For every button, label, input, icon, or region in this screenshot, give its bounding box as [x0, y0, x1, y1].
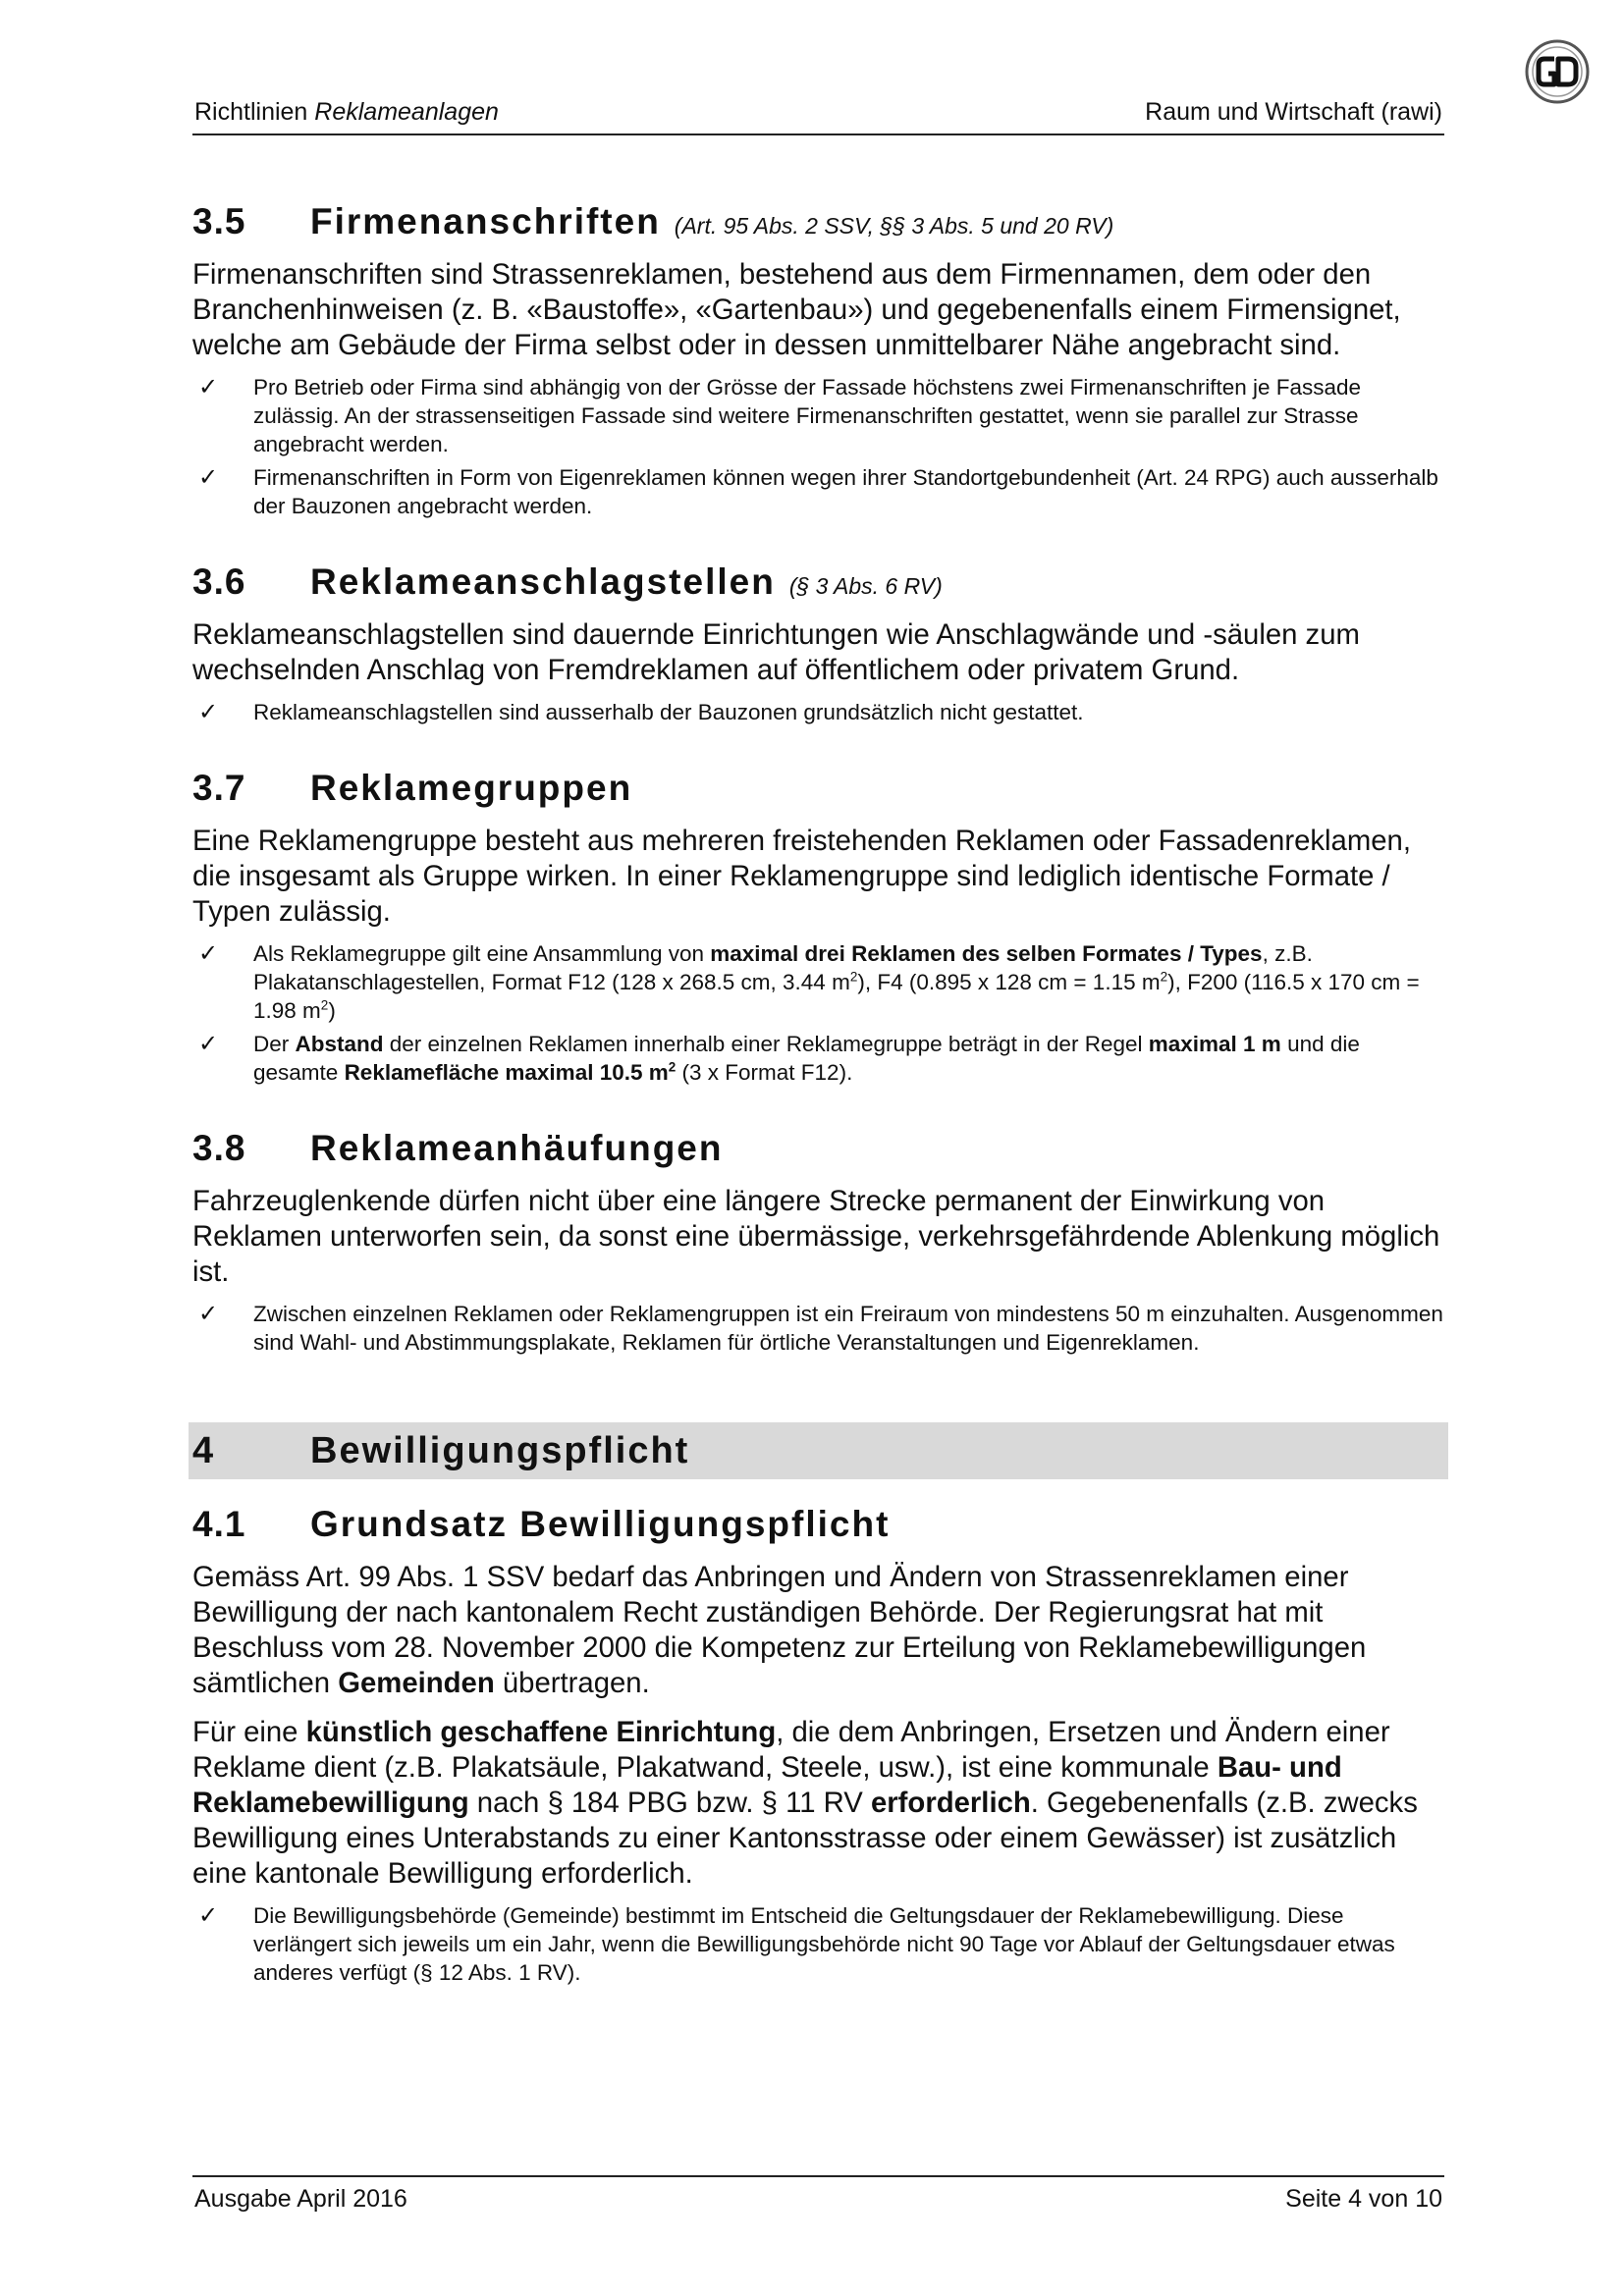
section-3-6-text: Reklameanschlagstellen sind dauernde Einrichtungen wie Anschlagwände und -säulen zum wechselnden Anschlag von Fremdreklamen auf öffentlichem oder privatem Grund.	[192, 618, 1360, 686]
section-3-5-heading: 3.5 Firmenanschriften (Art. 95 Abs. 2 SSV, §§ 3 Abs. 5 und 20 RV)	[192, 201, 1114, 241]
page-header	[192, 98, 1444, 135]
check-icon: ✓	[198, 464, 219, 491]
list-item: ✓ Pro Betrieb oder Firma sind abhängig von der Grösse der Fassade höchstens zwei Firmenanschriften je Fassade zulässig. An der strassenseitigen Fassade sind weitere Firmenanschriften gestattet, wenn sie parallel zur Strasse angebracht werden.	[198, 374, 1362, 456]
section-3-8-checklist	[192, 1300, 1444, 1357]
page-content	[192, 196, 1444, 1992]
section-4-1-paragraph-2: Für eine künstlich geschaffene Einrichtung, die dem Anbringen, Ersetzen und Ändern einer Reklame dient (z.B. Plakatsäule, Plakatwand, Steele, usw.), ist eine kommunale Bau- und Reklamebewilligung nach § 184 PBG bzw. § 11 RV erforderlich. Gegebenenfalls (z.B. zwecks Bewilligung eines Unterabstands zu einer Kantonsstrasse oder einem Gewässer) ist zusätzlich eine kantonale Bewilligung erforderlich.	[192, 1716, 1418, 1890]
check-icon: ✓	[198, 374, 219, 400]
list-item: ✓ Die Bewilligungsbehörde (Gemeinde) bestimmt im Entscheid die Geltungsdauer der Reklamebewilligung. Diese verlängert sich jeweils um ein Jahr, wenn die Bewilligungsbehörde nicht 90 Tage vor Ablauf der Geltungsdauer etwas anderes verfügt (§ 12 Abs. 1 RV).	[198, 1902, 1395, 1985]
footer-page-number: Seite 4 von 10	[1285, 2185, 1442, 2213]
section-4-1-paragraph-1: Gemäss Art. 99 Abs. 1 SSV bedarf das Anbringen und Ändern von Strassenreklamen einer Bewilligung der nach kantonalem Recht zuständigen Behörde. Der Regierungsrat hat mit Beschluss vom 28. November 2000 die Kompetenz zur Erteilung von Reklamebewilligungen sämtlichen Gemeinden übertragen.	[192, 1561, 1367, 1699]
check-icon: ✓	[198, 1301, 219, 1327]
chapter-4-heading: 4 Bewilligungspflicht	[189, 1422, 1448, 1479]
check-icon: ✓	[198, 699, 219, 725]
gd-logo-icon	[1525, 39, 1590, 104]
list-item: ✓ Der Abstand der einzelnen Reklamen innerhalb einer Reklamegruppe beträgt in der Regel maximal 1 m und die gesamte Reklamefläche maximal 10.5 $m^2$ (3 x Format F12).	[198, 1031, 1360, 1085]
list-item: ✓ Reklameanschlagstellen sind ausserhalb der Bauzonen grundsätzlich nicht gestattet.	[198, 699, 1084, 725]
list-item: ✓ Zwischen einzelnen Reklamen oder Reklamengruppen ist ein Freiraum von mindestens 50 m einzuhalten. Ausgenommen sind Wahl- und Abstimmungsplakate, Reklamen für örtliche Veranstaltungen und Eigenreklamen.	[198, 1301, 1443, 1355]
section-3-7-text: Eine Reklamengruppe besteht aus mehreren freistehenden Reklamen oder Fassadenreklamen, die insgesamt als Gruppe wirken. In einer Reklamengruppe sind lediglich identische Formate / Typen zulässig.	[192, 825, 1411, 928]
section-3-7-checklist	[192, 939, 1444, 1087]
list-item: ✓ Firmenanschriften in Form von Eigenreklamen können wegen ihrer Standortgebundenheit (Art. 24 RPG) auch ausserhalb der Bauzonen angebracht werden.	[198, 464, 1438, 518]
section-3-7-heading: 3.7 Reklamegruppen	[192, 768, 633, 808]
header-document-title: Richtlinien Reklameanlagen	[194, 98, 499, 126]
list-item: ✓ Als Reklamegruppe gilt eine Ansammlung von maximal drei Reklamen des selben Formates / Types, z.B. Plakatanschlagestellen, Format F12 (128 x 268.5 cm, 3.44 $m^2$), F4 (0.895 x 128 cm = 1.15 $m^2$), F200 (116.5 x 170 cm = 1.98 $m^2$)	[198, 940, 1420, 1023]
section-3-8-heading: 3.8 Reklameanhäufungen	[192, 1128, 724, 1168]
section-3-6-checklist	[192, 698, 1444, 726]
section-3-6-heading: 3.6 Reklameanschlagstellen (§ 3 Abs. 6 RV)	[192, 561, 943, 602]
section-3-5-text: Firmenanschriften sind Strassenreklamen, bestehend aus dem Firmennamen, dem oder den Branchenhinweisen (z. B. «Baustoffe», «Gartenbau») und gegebenenfalls einem Firmensignet, welche am Gebäude der Firma selbst oder in dessen unmittelbarer Nähe angebracht sind.	[192, 258, 1401, 361]
check-icon: ✓	[198, 1031, 219, 1057]
check-icon: ✓	[198, 940, 219, 967]
header-department: Raum und Wirtschaft (rawi)	[1145, 98, 1442, 126]
page-footer	[192, 2175, 1444, 2213]
section-3-5-checklist	[192, 373, 1444, 520]
section-4-1-heading: 4.1 Grundsatz Bewilligungspflicht	[192, 1504, 891, 1544]
check-icon: ✓	[198, 1902, 219, 1929]
section-4-1-checklist	[192, 1901, 1444, 1987]
section-3-8-text: Fahrzeuglenkende dürfen nicht über eine längere Strecke permanent der Einwirkung von Reklamen unterworfen sein, da sonst eine übermässige, verkehrsgefährdende Ablenkung möglich ist.	[192, 1185, 1440, 1288]
footer-edition: Ausgabe April 2016	[194, 2185, 407, 2213]
